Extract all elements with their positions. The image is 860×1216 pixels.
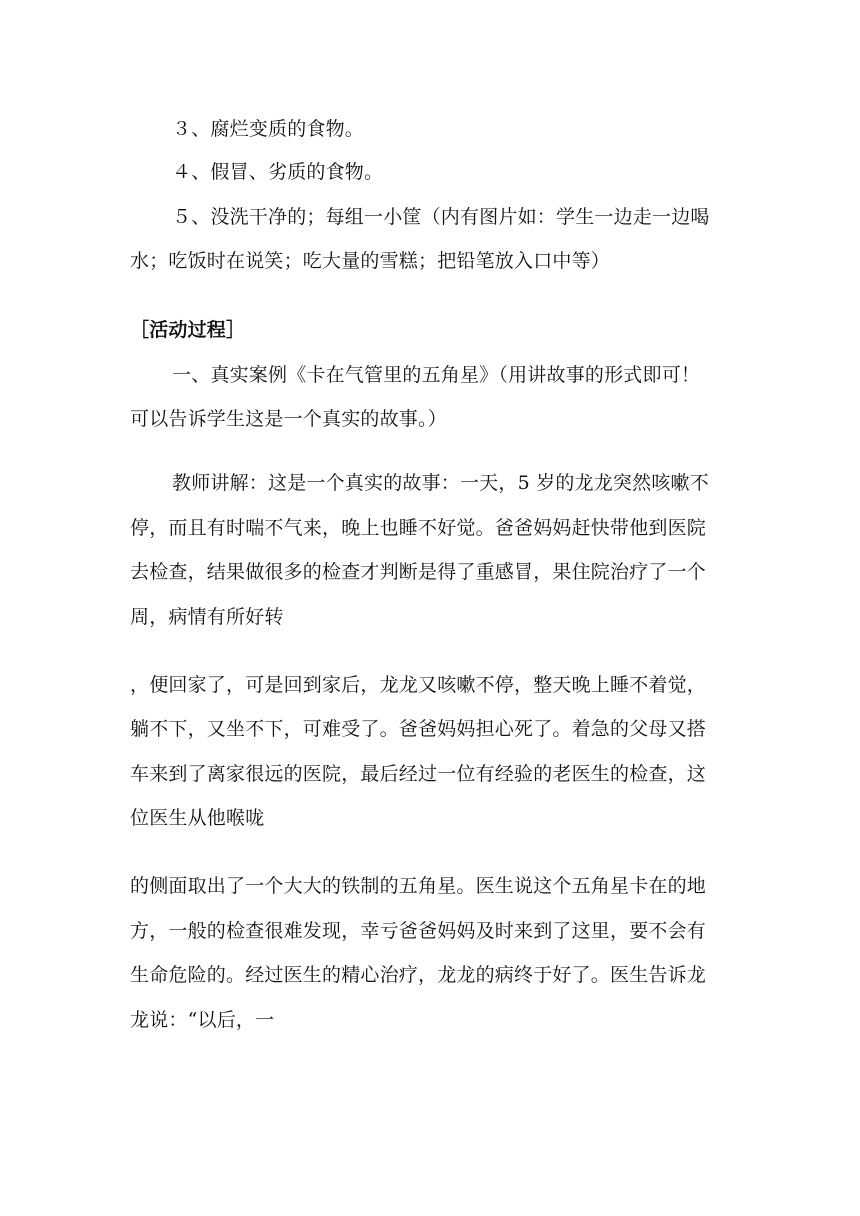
story-line-2: 停，而且有时喘不气来，晚上也睡不好觉。爸爸妈妈赶快带他到医院 xyxy=(130,517,707,539)
case-intro-line-2: 可以告诉学生这是一个真实的故事。） xyxy=(130,408,447,430)
list-item-4: ４、假冒、劣质的食物。 xyxy=(172,161,384,183)
story-line-7: 车来到了离家很远的医院，最后经过一位有经验的老医生的检查，这 xyxy=(130,763,707,785)
section-heading: ［活动过程］ xyxy=(130,319,246,341)
list-item-3: ３、腐烂变质的食物。 xyxy=(172,118,365,140)
case-intro-line-1: 一、真实案例《卡在气管里的五角星》（用讲故事的形式即可！ xyxy=(172,364,701,386)
story-line-11: 生命危险的。经过医生的精心治疗，龙龙的病终于好了。医生告诉龙 xyxy=(130,964,707,986)
list-item-5: ５、没洗干净的；每组一小筐（内有图片如：学生一边走一边喝 xyxy=(172,206,710,228)
list-item-5-continued: 水；吃饭时在说笑；吃大量的雪糕；把铅笔放入口中等） xyxy=(130,250,611,272)
story-line-5: ，便回家了，可是回到家后，龙龙又咳嗽不停，整天晚上睡不着觉， xyxy=(130,674,707,696)
story-line-9: 的侧面取出了一个大大的铁制的五角星。医生说这个五角星卡在的地 xyxy=(130,875,707,897)
story-line-10: 方，一般的检查很难发现，幸亏爸爸妈妈及时来到了这里，要不会有 xyxy=(130,920,707,942)
story-line-12: 龙说：“以后，一 xyxy=(130,1009,275,1031)
story-line-1: 教师讲解：这是一个真实的故事：一天，5 岁的龙龙突然咳嗽不 xyxy=(172,472,709,494)
story-line-4: 周，病情有所好转 xyxy=(130,606,284,628)
story-line-6: 躺不下，又坐不下，可难受了。爸爸妈妈担心死了。着急的父母又搭 xyxy=(130,718,707,740)
story-line-8: 位医生从他喉咙 xyxy=(130,807,265,829)
story-line-3: 去检查，结果做很多的检查才判断是得了重感冒，果住院治疗了一个 xyxy=(130,561,707,583)
